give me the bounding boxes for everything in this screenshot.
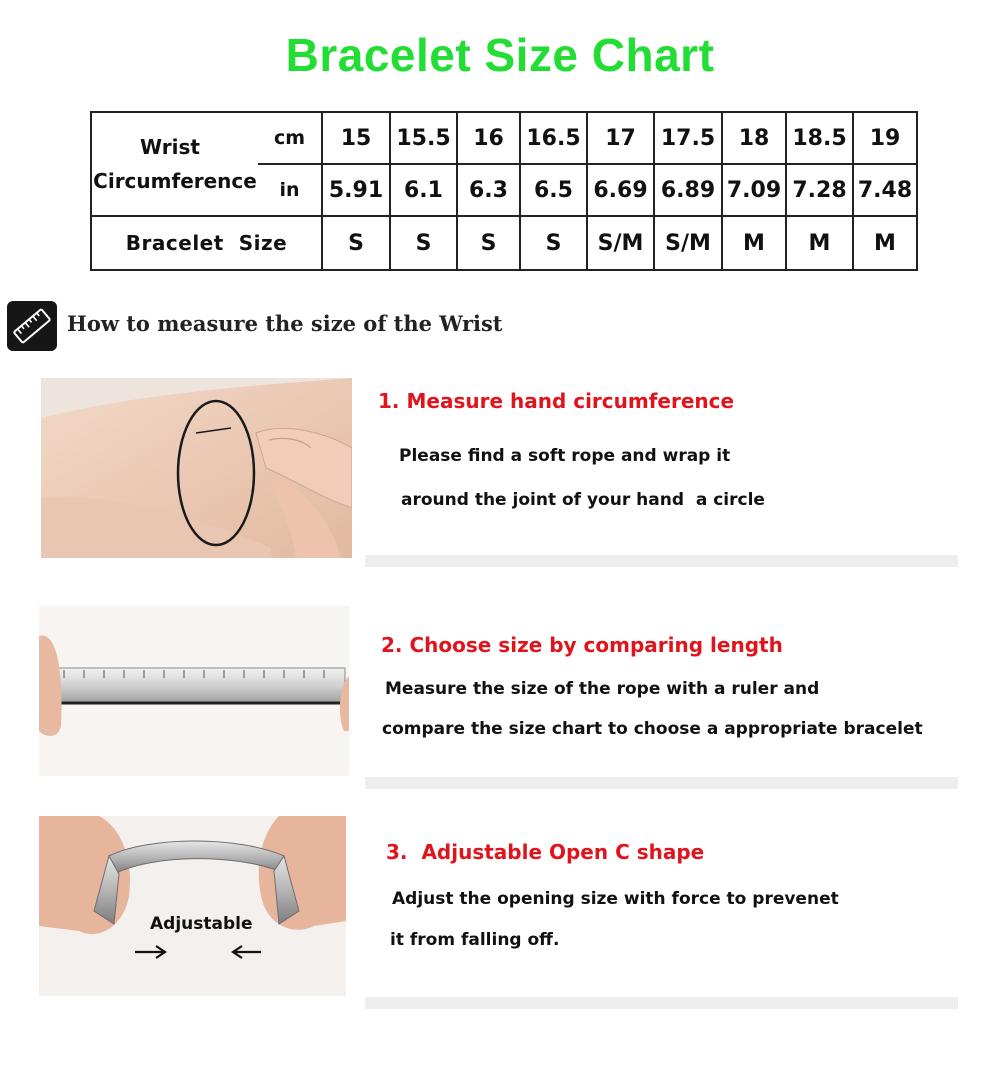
- cm-cell: 15.5: [390, 112, 457, 164]
- step-2-heading: 2. Choose size by comparing length: [381, 633, 783, 657]
- size-row: [91, 216, 917, 270]
- size-cell: S/M: [654, 216, 722, 270]
- ruler-photo: [39, 606, 349, 776]
- size-cell: S: [520, 216, 587, 270]
- wrist-circumference-label: [91, 112, 258, 216]
- in-cell: 6.89: [654, 164, 722, 216]
- in-cell: 6.5: [520, 164, 587, 216]
- cm-cell: 16: [457, 112, 520, 164]
- divider: [365, 997, 958, 1009]
- step-1-line-1: Please find a soft rope and wrap it: [399, 446, 731, 466]
- in-cell: 7.48: [853, 164, 917, 216]
- in-cell: 6.69: [587, 164, 654, 216]
- step-2-line-1: Measure the size of the rope with a ruler and: [385, 679, 820, 699]
- page-title: Bracelet Size Chart: [285, 29, 715, 81]
- in-cell: 6.3: [457, 164, 520, 216]
- circumference-label: Circumference: [93, 169, 257, 193]
- bracelet-adjust-photo: [39, 816, 346, 996]
- step-1-heading: 1. Measure hand circumference: [378, 389, 735, 413]
- wrist-rope-photo: [41, 378, 352, 558]
- cm-cell: 17: [587, 112, 654, 164]
- in-cell: 7.09: [722, 164, 786, 216]
- step-2-line-2: compare the size chart to choose a appropriate bracelet: [382, 719, 923, 739]
- step-1-line-2: around the joint of your hand a circle: [401, 490, 765, 510]
- cm-cell: 18.5: [786, 112, 853, 164]
- divider: [365, 555, 958, 567]
- unit-in: in: [258, 164, 322, 216]
- size-cell: S/M: [587, 216, 654, 270]
- in-cell: 6.1: [390, 164, 457, 216]
- divider: [365, 777, 958, 789]
- in-cell: 5.91: [322, 164, 390, 216]
- size-cell: S: [322, 216, 390, 270]
- unit-cm: cm: [258, 112, 322, 164]
- ruler-icon: [7, 301, 57, 351]
- size-cell: M: [853, 216, 917, 270]
- how-to-measure-title: How to measure the size of the Wrist: [67, 311, 503, 336]
- cm-cell: 17.5: [654, 112, 722, 164]
- wrist-label: Wrist: [140, 135, 200, 159]
- cm-cell: 15: [322, 112, 390, 164]
- step-3-line-1: Adjust the opening size with force to prevenet: [392, 889, 839, 909]
- size-cell: M: [722, 216, 786, 270]
- cm-cell: 18: [722, 112, 786, 164]
- cm-cell: 19: [853, 112, 917, 164]
- size-cell: S: [457, 216, 520, 270]
- cm-row: [91, 112, 917, 164]
- adjustable-label: Adjustable: [150, 914, 253, 934]
- size-cell: S: [390, 216, 457, 270]
- size-chart-table: [90, 111, 918, 271]
- bracelet-size-label: Bracelet Size: [91, 216, 322, 270]
- step-3-heading: 3. Adjustable Open C shape: [386, 840, 705, 864]
- in-cell: 7.28: [786, 164, 853, 216]
- cm-cell: 16.5: [520, 112, 587, 164]
- size-cell: M: [786, 216, 853, 270]
- step-3-line-2: it from falling off.: [390, 930, 560, 950]
